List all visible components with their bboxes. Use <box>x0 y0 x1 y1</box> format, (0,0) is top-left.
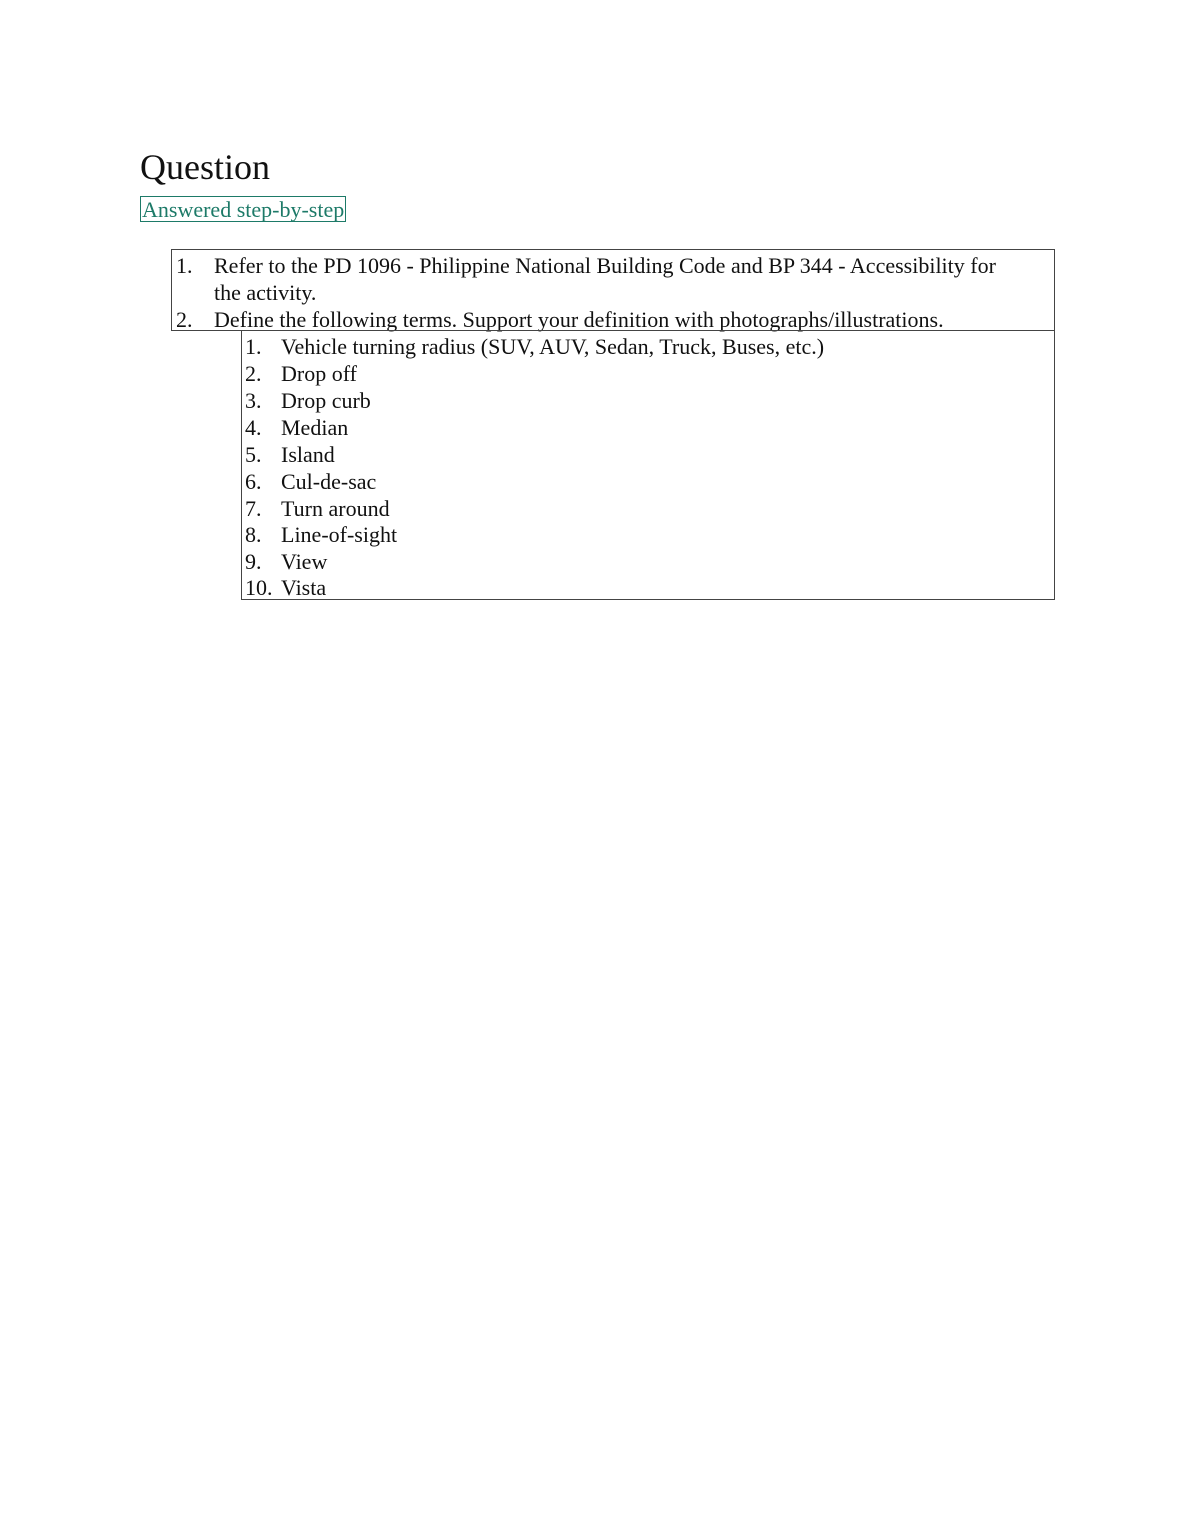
term-number: 2. <box>245 361 262 386</box>
term-number: 9. <box>245 549 262 574</box>
instruction-text-continued: the activity. <box>214 280 317 305</box>
term-text: Vehicle turning radius (SUV, AUV, Sedan, Truck, Buses, etc.) <box>281 334 825 359</box>
terms-list <box>241 330 1055 600</box>
instruction-text: Refer to the PD 1096 - Philippine National Building Code and BP 344 - Accessibility for <box>214 253 996 278</box>
term-number: 5. <box>245 442 262 467</box>
instruction-number: 2. <box>176 307 193 332</box>
term-number: 6. <box>245 469 262 494</box>
term-text: Drop curb <box>281 388 371 413</box>
term-text: Vista <box>281 575 327 600</box>
instruction-item <box>176 252 1050 306</box>
term-text: View <box>281 549 328 574</box>
term-text: Turn around <box>281 496 390 521</box>
term-number: 7. <box>245 496 262 521</box>
term-text: Line-of-sight <box>281 522 398 547</box>
term-number: 10. <box>245 575 273 600</box>
term-number: 3. <box>245 388 262 413</box>
term-text: Median <box>281 415 349 440</box>
instructions-list <box>171 249 1055 331</box>
term-number: 1. <box>245 334 262 359</box>
answered-badge-link[interactable]: Answered step-by-step <box>142 197 345 222</box>
instruction-number: 1. <box>176 253 193 278</box>
term-text: Island <box>281 442 335 467</box>
term-number: 4. <box>245 415 262 440</box>
instruction-text: Define the following terms. Support your definition with photographs/illustrations. <box>214 307 944 332</box>
term-text: Cul-de-sac <box>281 469 377 494</box>
term-text: Drop off <box>281 361 357 386</box>
term-number: 8. <box>245 522 262 547</box>
page-title: Question <box>140 147 270 187</box>
